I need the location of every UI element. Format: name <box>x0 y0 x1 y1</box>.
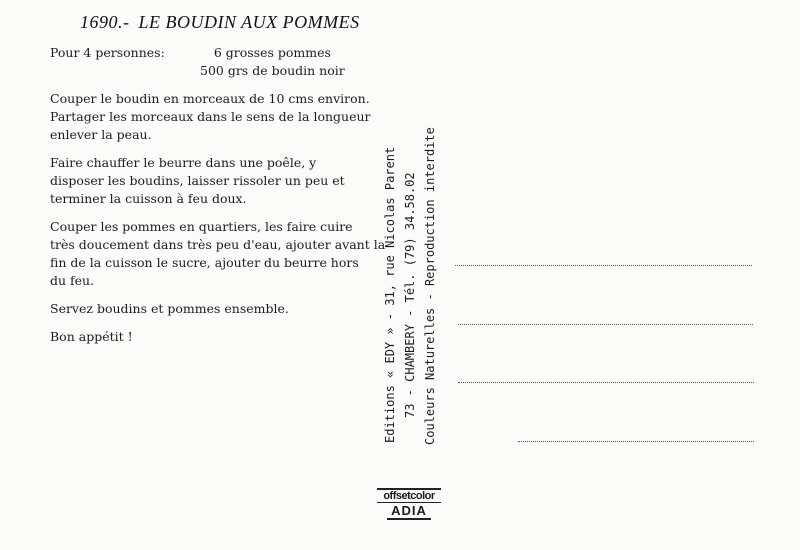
ingredient-item: 6 grosses pommes <box>213 45 331 60</box>
address-line <box>458 324 753 325</box>
logo-wordmark-bottom: ADIA <box>387 504 431 520</box>
address-line <box>455 265 752 266</box>
ingredient-list <box>200 44 345 80</box>
publisher-imprint <box>383 127 443 465</box>
recipe-name: LE BOUDIN AUX POMMES <box>138 12 360 32</box>
servings-label: Pour 4 personnes: <box>50 45 165 60</box>
closing-wish: Bon appétit ! <box>50 329 133 344</box>
serving-note: Servez boudins et pommes ensemble. <box>50 301 289 316</box>
printer-logo <box>377 488 441 528</box>
logo-wordmark-top: offsetcolor <box>377 488 441 503</box>
recipe-title <box>80 12 360 33</box>
instruction-paragraph: Couper les pommes en quartiers, les faire cuire très doucement dans très peu d'eau, ajouter avant la fin de la cuisson le sucre, ajouter du beurre hors du feu. <box>50 219 386 288</box>
publisher-address-line: 73 - CHAMBERY - Tél. (79) 34.58.02 <box>403 172 417 418</box>
ingredient-item: 500 grs de boudin noir <box>200 63 345 78</box>
card-number: 1690.- <box>80 12 130 32</box>
recipe-body <box>50 44 400 356</box>
address-line <box>518 441 754 442</box>
instruction-paragraph: Faire chauffer le beurre dans une poêle, y disposer les boudins, laisser rissoler un peu et terminer la cuisson à feu doux. <box>50 155 345 206</box>
address-line <box>458 382 754 383</box>
ingredients-block <box>50 44 400 80</box>
publisher-rights-line: Couleurs Naturelles - Reproduction interdite <box>423 127 437 445</box>
publisher-line: Editions « EDY » - 31, rue Nicolas Parent <box>383 146 397 444</box>
instruction-paragraph: Couper le boudin en morceaux de 10 cms environ. Partager les morceaux dans le sens de la longueur enlever la peau. <box>50 91 371 142</box>
